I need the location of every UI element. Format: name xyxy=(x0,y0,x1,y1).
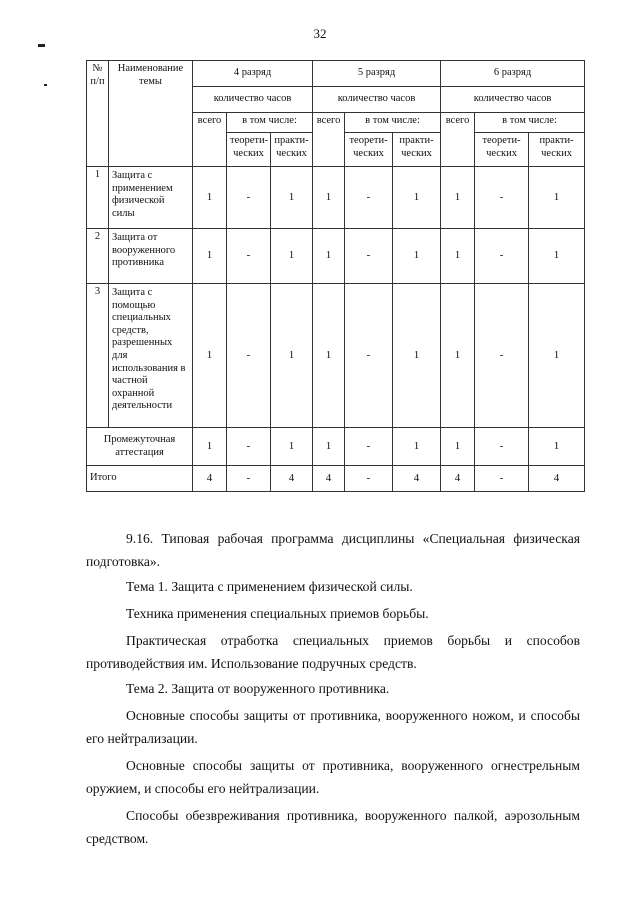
header-including: в том числе: xyxy=(227,113,313,133)
cell-value: - xyxy=(345,167,393,229)
cell-value: 1 xyxy=(393,167,441,229)
curriculum-table xyxy=(86,60,585,492)
cell-value: 1 xyxy=(393,229,441,284)
header-hours: количество часов xyxy=(313,87,441,113)
cell-value: - xyxy=(345,229,393,284)
cell-value: 4 xyxy=(193,466,227,492)
cell-value: 1 xyxy=(271,229,313,284)
cell-value: - xyxy=(475,428,529,466)
section-heading-paragraph: 9.16. Типовая рабочая программа дисциплины «Специальная физическая подготовка». xyxy=(86,531,580,569)
page-number: 32 xyxy=(313,26,327,41)
header-grade-6: 6 разряд xyxy=(441,61,585,87)
table-row xyxy=(87,284,585,428)
row-topic: Защита от вооруженного противника xyxy=(109,229,193,284)
header-practice: практи-ческих xyxy=(271,133,313,167)
paragraph: Техника применения специальных приемов борьбы. xyxy=(126,606,429,621)
row-number: 1 xyxy=(87,167,109,229)
cell-value: 1 xyxy=(441,167,475,229)
cell-value: - xyxy=(227,428,271,466)
paragraph: Способы обезвреживания противника, вооруженного палкой, аэрозольным средством. xyxy=(86,808,580,846)
cell-value: - xyxy=(475,466,529,492)
cell-value: - xyxy=(345,466,393,492)
header-number: № п/п xyxy=(87,61,109,167)
cell-value: - xyxy=(475,284,529,428)
header-theory: теорети-ческих xyxy=(345,133,393,167)
header-hours: количество часов xyxy=(193,87,313,113)
cell-value: - xyxy=(345,284,393,428)
header-grade-5: 5 разряд xyxy=(313,61,441,87)
cell-value: 1 xyxy=(193,229,227,284)
cell-value: 1 xyxy=(313,428,345,466)
topic-heading: Тема 1. Защита с применением физической силы. xyxy=(126,579,413,594)
header-total: всего xyxy=(193,113,227,167)
header-grade-4: 4 разряд xyxy=(193,61,313,87)
header-practice: практи-ческих xyxy=(529,133,585,167)
cell-value: 1 xyxy=(529,167,585,229)
margin-mark xyxy=(38,44,45,47)
cell-value: 1 xyxy=(529,284,585,428)
header-theory: теорети-ческих xyxy=(227,133,271,167)
header-practice: практи-ческих xyxy=(393,133,441,167)
header-total: всего xyxy=(313,113,345,167)
header-topic: Наименование темы xyxy=(109,61,193,167)
topic-heading: Тема 2. Защита от вооруженного противника. xyxy=(126,681,390,696)
cell-value: 1 xyxy=(441,428,475,466)
header-hours: количество часов xyxy=(441,87,585,113)
cell-value: 4 xyxy=(313,466,345,492)
cell-value: 1 xyxy=(271,428,313,466)
cell-value: 4 xyxy=(393,466,441,492)
paragraph: Практическая отработка специальных приемов борьбы и способов противодействия им. Использование подручных средств. xyxy=(86,633,580,671)
cell-value: - xyxy=(227,167,271,229)
header-total: всего xyxy=(441,113,475,167)
cell-value: 4 xyxy=(271,466,313,492)
cell-value: 1 xyxy=(313,284,345,428)
table-row xyxy=(87,167,585,229)
cell-value: 1 xyxy=(193,284,227,428)
header-including: в том числе: xyxy=(475,113,585,133)
table-row xyxy=(87,229,585,284)
row-number: 3 xyxy=(87,284,109,428)
header-including: в том числе: xyxy=(345,113,441,133)
cell-value: 4 xyxy=(529,466,585,492)
total-label: Итого xyxy=(87,466,193,492)
paragraph: Основные способы защиты от противника, вооруженного ножом, и способы его нейтрализации. xyxy=(86,708,580,746)
cell-value: 1 xyxy=(193,428,227,466)
header-theory: теорети-ческих xyxy=(475,133,529,167)
cell-value: - xyxy=(475,167,529,229)
margin-mark xyxy=(44,84,47,86)
cell-value: 1 xyxy=(441,284,475,428)
cell-value: 4 xyxy=(441,466,475,492)
table-row-interim xyxy=(87,428,585,466)
paragraph: Основные способы защиты от противника, вооруженного огнестрельным оружием, и способы его нейтрализации. xyxy=(86,758,580,796)
cell-value: 1 xyxy=(393,428,441,466)
cell-value: - xyxy=(475,229,529,284)
cell-value: 1 xyxy=(441,229,475,284)
interim-label: Промежуточная аттестация xyxy=(87,428,193,466)
cell-value: 1 xyxy=(393,284,441,428)
cell-value: - xyxy=(227,229,271,284)
body-text xyxy=(86,527,580,850)
table-row-total xyxy=(87,466,585,492)
cell-value: 1 xyxy=(529,428,585,466)
cell-value: 1 xyxy=(193,167,227,229)
cell-value: - xyxy=(227,466,271,492)
cell-value: - xyxy=(227,284,271,428)
cell-value: 1 xyxy=(313,167,345,229)
row-topic: Защита с применением физической силы xyxy=(109,167,193,229)
cell-value: 1 xyxy=(271,284,313,428)
row-number: 2 xyxy=(87,229,109,284)
cell-value: 1 xyxy=(529,229,585,284)
cell-value: - xyxy=(345,428,393,466)
row-topic: Защита с помощью специальных средств, разрешенных для использования в частной охранной деятельности xyxy=(109,284,193,428)
cell-value: 1 xyxy=(271,167,313,229)
cell-value: 1 xyxy=(313,229,345,284)
